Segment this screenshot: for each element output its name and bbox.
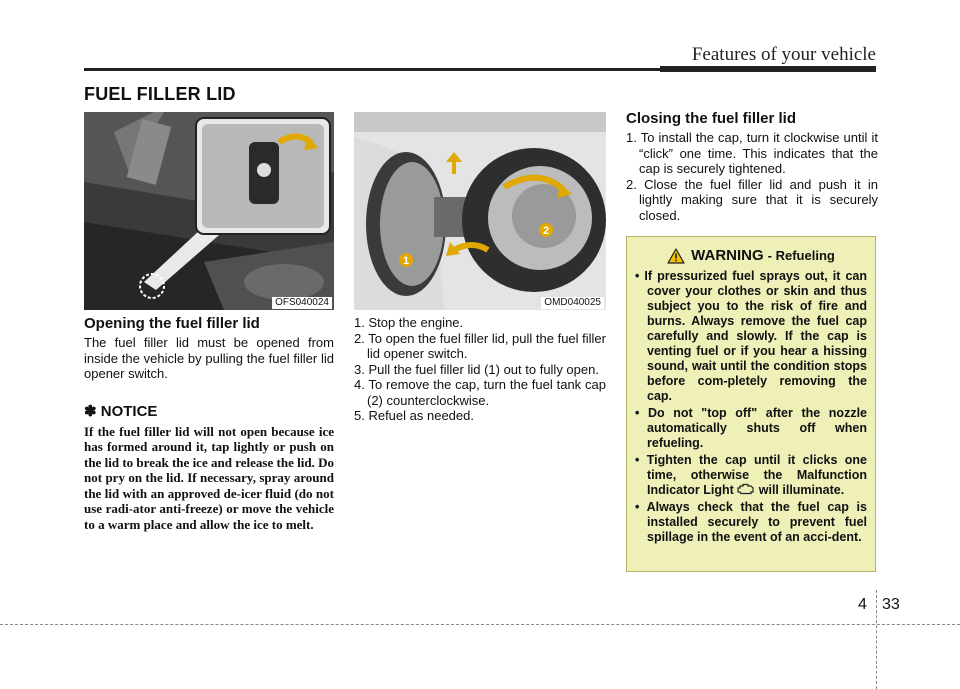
refuel-steps: [354, 315, 606, 424]
section-title: FUEL FILLER LID: [84, 84, 236, 104]
engine-check-icon: [737, 483, 755, 495]
opener-switch-illustration: [84, 112, 334, 310]
chapter-title: Features of your vehicle: [691, 44, 876, 65]
warning-list: [635, 269, 867, 545]
callout-2: 2: [542, 225, 550, 237]
figure-code: OFS040024: [272, 297, 332, 309]
header-rule-accent: [660, 66, 876, 72]
warning-item: • If pressurized fuel sprays out, it can cover your clothes or skin and thus subject you to the risk of fire and burns. Always remove the fuel cap carefully and slowly. If the cap is venting fuel or if you hear a hissing sound, wait until the condition stops before com-pletely removing the cap.: [635, 269, 867, 403]
warning-item-text: will illuminate.: [755, 483, 845, 497]
step-item: 4. To remove the cap, turn the fuel tank cap (2) counterclockwise.: [354, 377, 606, 408]
step-item: 1. Stop the engine.: [354, 315, 464, 330]
opening-section: [84, 315, 334, 533]
warning-item: [635, 453, 867, 498]
warning-header: [635, 247, 867, 264]
closing-steps: [626, 130, 878, 223]
notice-text: If the fuel filler lid will not open because ice has formed around it, tap lightly or push on the lid to break the ice and release the lid. Do not pry on the lid. If necessary, spray around the lid with an approved de-icer fluid (do not use radi-ator anti-freeze) or move the vehicle to a warm place and allow the ice to melt.: [84, 423, 334, 533]
warning-item: • Always check that the fuel cap is installed securely to prevent fuel spillage in the event of an acci-dent.: [635, 500, 867, 544]
warning-subtitle: - Refueling: [767, 248, 835, 263]
warning-item: • Do not "top off" after the nozzle automatically shuts off when refueling.: [635, 406, 867, 450]
opening-text: The fuel filler lid must be opened from inside the vehicle by pulling the fuel filler lid opener switch.: [84, 335, 334, 381]
notice-heading: ✽ NOTICE: [84, 402, 158, 420]
step-item: 2. To open the fuel filler lid, pull the fuel filler lid opener switch.: [354, 330, 606, 361]
refuel-steps-section: [354, 315, 606, 424]
warning-title: WARNING: [691, 247, 764, 264]
footer-divider: [876, 590, 877, 689]
figure-fuel-filler: [354, 112, 606, 310]
warning-box: [626, 236, 876, 572]
closing-section: [626, 110, 878, 223]
warning-item-text: • Tighten the cap until it clicks one time, otherwise the Malfunction Indicator Light: [635, 453, 867, 497]
step-item: 1. To install the cap, turn it clockwise until it “click” one time. This indicates that the cap is securely tightened.: [626, 130, 878, 176]
step-item: 2. Close the fuel filler lid and push it in lightly making sure that it is securely closed.: [626, 176, 878, 223]
page-number: 33: [882, 596, 900, 613]
step-item: 3. Pull the fuel filler lid (1) out to fully open.: [354, 361, 599, 377]
step-item: 5. Refuel as needed.: [354, 408, 474, 423]
warning-triangle-icon: [667, 248, 685, 264]
footer-rule: [0, 624, 960, 625]
figure-code: OMD040025: [541, 297, 604, 309]
chapter-number: 4: [858, 596, 867, 613]
closing-heading: Closing the fuel filler lid: [626, 110, 797, 127]
figure-opener-switch: [84, 112, 334, 310]
opening-heading: Opening the fuel filler lid: [84, 315, 260, 332]
fuel-filler-illustration: [354, 112, 606, 310]
callout-1: 1: [402, 255, 410, 267]
